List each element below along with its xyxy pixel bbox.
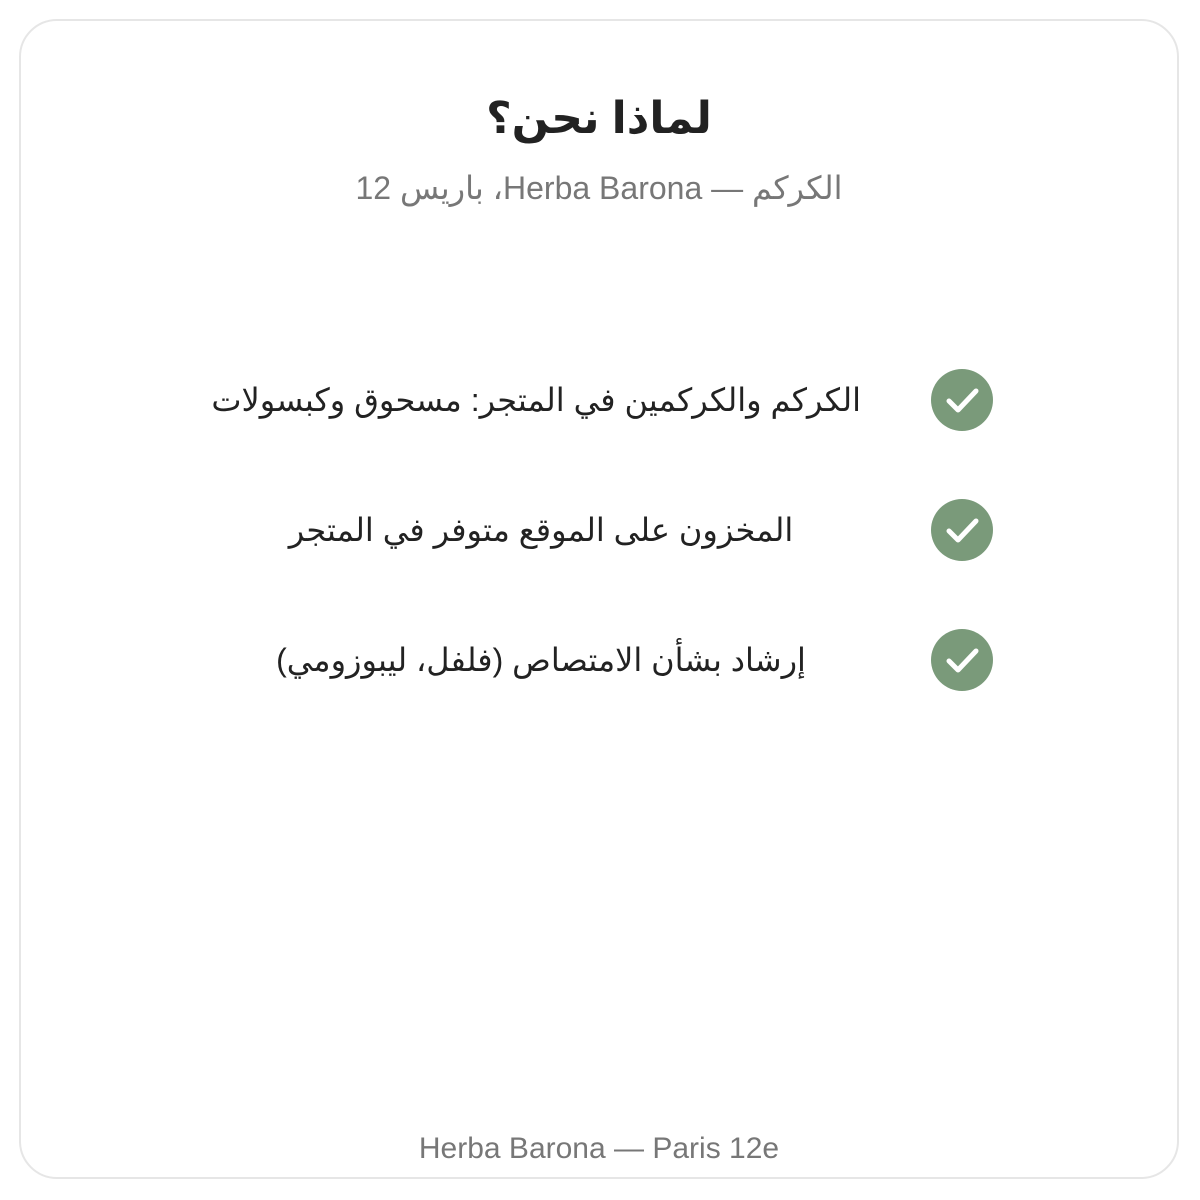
check-circle-icon	[931, 499, 993, 561]
feature-item	[21, 369, 1181, 431]
feature-item	[21, 629, 1181, 691]
card	[19, 19, 1179, 1179]
page-subtitle: الكركم — Herba Barona، باريس 12	[355, 170, 843, 206]
page-title: لماذا نحن؟	[486, 94, 712, 143]
feature-text: إرشاد بشأن الامتصاص (فلفل، ليبوزومي)	[276, 642, 806, 678]
feature-text: المخزون على الموقع متوفر في المتجر	[288, 512, 794, 548]
footer-text: Herba Barona — Paris 12e	[418, 1132, 780, 1165]
check-circle-icon	[931, 369, 993, 431]
feature-item	[21, 499, 1181, 561]
check-circle-icon	[931, 629, 993, 691]
feature-text: الكركم والكركمين في المتجر: مسحوق وكبسولات	[211, 382, 861, 418]
feature-list	[21, 21, 1177, 1177]
